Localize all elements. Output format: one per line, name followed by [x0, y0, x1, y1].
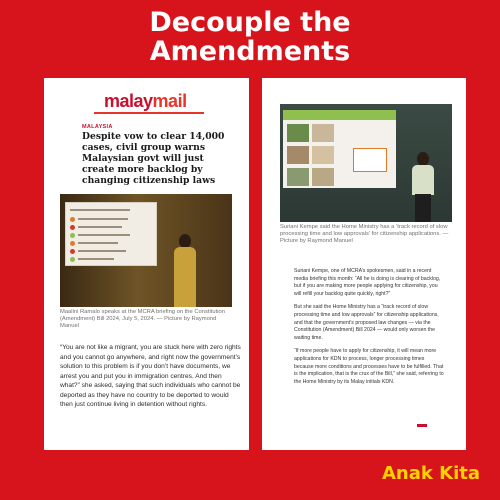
article-body: [294, 268, 444, 448]
article-paragraph: But she said the Home Ministry has a “track record of slow processing time and low approvals” for citizenship applications, and that the government’s proposed law changes — via the Constitution (Amendment) Bill 2024 — would only worsen the waiting time.: [294, 304, 439, 341]
brand-signature: Anak Kita: [382, 463, 480, 484]
red-marker: [417, 424, 427, 427]
speaker-figure: [409, 152, 437, 222]
headline: [0, 8, 500, 66]
photo-caption-left: Maalini Ramalo speaks at the MCRA briefing on the Constitution (Amendment) Bill 2024, July 5, 2024. — Picture by Raymond Manuel: [60, 309, 225, 329]
logo-mail: mail: [152, 91, 187, 111]
section-kicker: MALAYSIA: [82, 124, 113, 130]
headline-line-1: Decouple the: [149, 7, 351, 38]
logo-malay: malay: [104, 91, 153, 111]
article-card-right: [262, 78, 466, 450]
article-paragraph: “If more people have to apply for citizenship, it will mean more applications for KDN to process, longer processing times because more conditions and processes have to be fulfilled. That is the implication, that is the crux of the Bill,” she said, referring to the Home Ministry by its Malay initials KDN.: [294, 348, 444, 385]
briefing-photo-left: [60, 194, 232, 307]
briefing-photo-right: [280, 104, 452, 222]
presentation-screen: [65, 202, 157, 266]
headline-line-2: Amendments: [149, 36, 351, 67]
article-title: Despite vow to clear 14,000 cases, civil group warns Malaysian govt will just create more backlog by changing citizenship laws: [82, 131, 225, 186]
malaymail-logo: [104, 91, 187, 112]
article-card-left: [44, 78, 249, 450]
article-paragraph: Suriani Kempe, one of MCRA’s spokesmen, said in a recent media briefing this month: “All he is doing is clearing of backlog, but if you are making more people applying for citizenship, you will refill your backlog quite quickly, right?”: [294, 268, 441, 297]
speaker-figure: [172, 234, 198, 306]
article-quote: “You are not like a migrant, you are stuck here with zero rights and you cannot go anywhere, and right now the government’s solution to this problem is if you don’t have documents, we arrest you and put you in immigration centres. And then what?” she asked, saying that such individuals who cannot be deported as they have no country to be deported to would then just continue living in detention without rights.: [60, 344, 241, 408]
logo-divider: [94, 112, 204, 114]
presentation-screen: [283, 110, 396, 188]
photo-caption-right: Suriani Kempe said the Home Ministry has a ‘track record of slow processing time and low approvals’ for citizenship applications. — Picture by Raymond Manuel: [280, 224, 449, 244]
